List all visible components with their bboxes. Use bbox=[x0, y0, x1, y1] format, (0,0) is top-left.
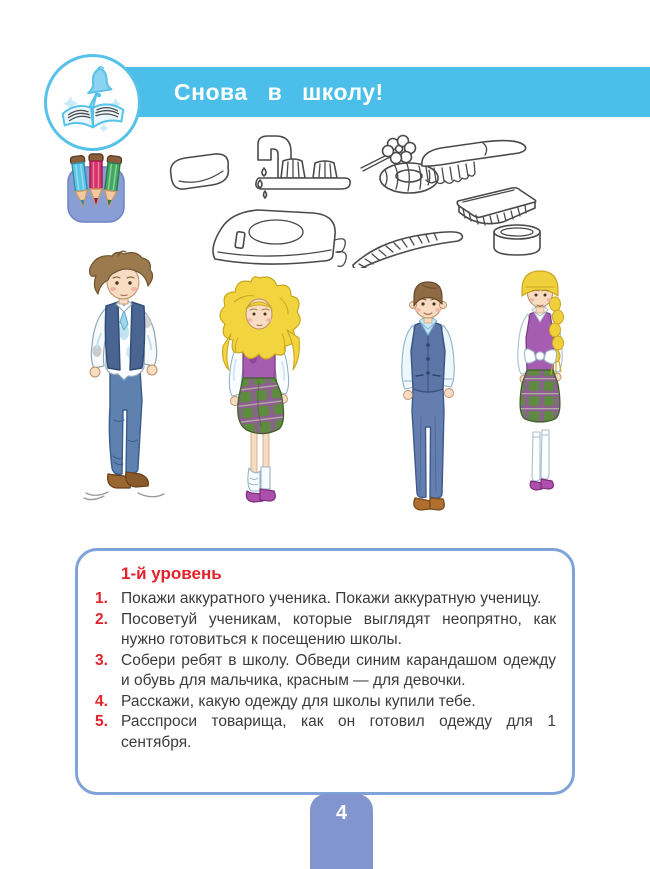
page-number-tab bbox=[310, 794, 373, 869]
clothes-brush-icon[interactable] bbox=[457, 188, 535, 225]
task-text: Покажи аккуратного ученика. Покажи аккуратную ученицу. bbox=[121, 590, 542, 607]
task-number: 2. bbox=[95, 610, 108, 628]
page-number: 4 bbox=[335, 802, 348, 824]
task-item-5 bbox=[95, 712, 556, 753]
tasks-panel bbox=[75, 548, 575, 795]
chapter-banner bbox=[112, 67, 650, 117]
care-items-illustration bbox=[163, 128, 545, 268]
tidy-boy-illustration[interactable] bbox=[389, 277, 467, 520]
untidy-boy-illustration[interactable] bbox=[78, 250, 173, 505]
comb-icon[interactable] bbox=[353, 232, 462, 268]
task-item-1 bbox=[95, 589, 556, 610]
washcloth-icon[interactable] bbox=[380, 163, 438, 193]
soap-bar-icon[interactable] bbox=[171, 154, 229, 189]
task-item-2 bbox=[95, 610, 556, 651]
open-book-and-bell-icon bbox=[49, 59, 137, 147]
task-number: 1. bbox=[95, 590, 108, 607]
three-colored-pencils-icon bbox=[66, 150, 126, 224]
task-text: Посоветуй ученикам, которые выглядят неопрятно, как нужно готовиться к посещению школы. bbox=[121, 610, 556, 648]
clothes-iron-icon[interactable] bbox=[213, 210, 346, 266]
task-text: Собери ребят в школу. Обведи синим карандашом одежду и обувь для мальчика, красным — для девочки. bbox=[121, 651, 556, 689]
chapter-title: Снова в школу! bbox=[174, 78, 384, 105]
tidy-girl-illustration[interactable] bbox=[504, 266, 578, 504]
task-number: 4. bbox=[95, 692, 108, 710]
book-bell-logo bbox=[44, 54, 141, 151]
task-list bbox=[95, 589, 556, 753]
task-item-4 bbox=[95, 692, 556, 713]
task-number: 3. bbox=[95, 651, 108, 669]
untidy-girl-illustration[interactable] bbox=[214, 272, 306, 520]
task-text: Расспроси товарища, как он готовил одежду для 1 сентября. bbox=[121, 713, 556, 751]
level-heading: 1-й уровень bbox=[121, 564, 222, 583]
crayons-icon bbox=[66, 150, 126, 224]
shoe-polish-tin-icon[interactable] bbox=[494, 225, 540, 255]
task-item-3 bbox=[95, 651, 556, 692]
task-number: 5. bbox=[95, 713, 108, 730]
water-faucet-icon[interactable] bbox=[256, 136, 350, 198]
task-text: Расскажи, какую одежду для школы купили тебе. bbox=[121, 692, 476, 710]
